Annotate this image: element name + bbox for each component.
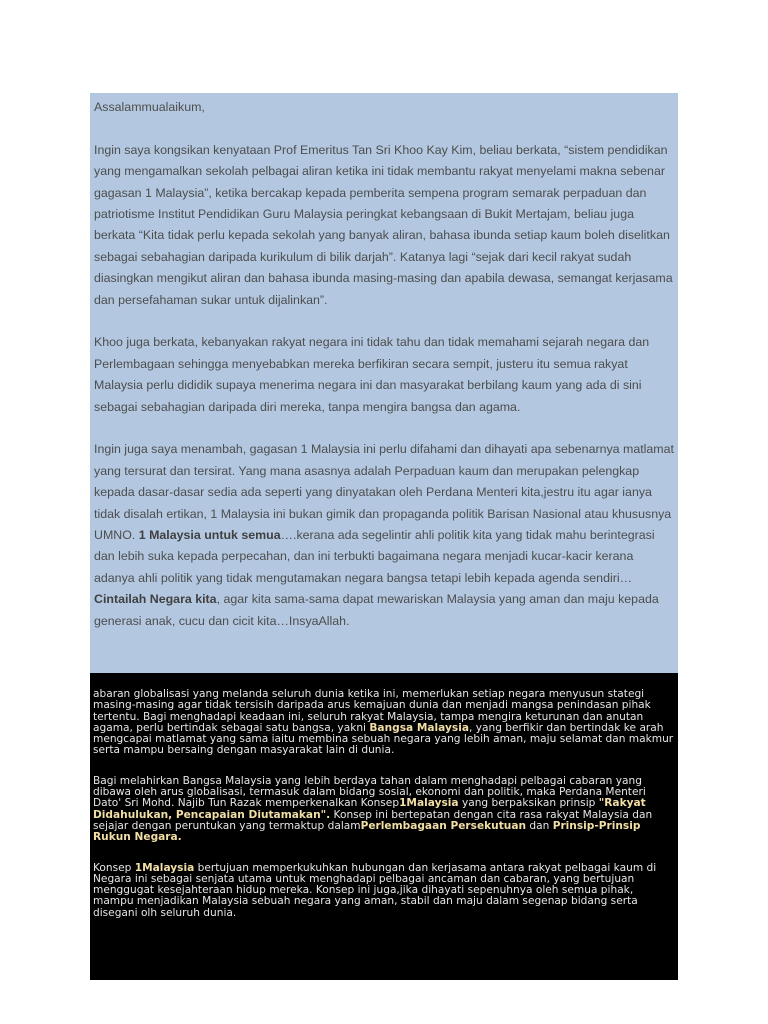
article-paragraph-1: [93, 689, 674, 757]
paragraph-3-text-a: Ingin juga saya menambah, gagasan 1 Malaysia ini perlu difahami dan dihayati apa sebenarnya matlamat yang tersurat dan tersirat. Yang mana asasnya adalah Perpaduan kaum dan merupakan pelengkap kepada dasar-dasar sedia ada seperti yang dinyatakan oleh Perdana Menteri kita,jestru itu agar ianya tidak disalah ertikan, 1 Malaysia ini bukan gimik dan propaganda politik Barisan Nasional atau khususnya UMNO.: [94, 442, 674, 543]
highlight-1malaysia-2: 1Malaysia: [134, 861, 195, 874]
article-p1-text-a: abaran globalisasi yang melanda seluruh dunia ketika ini, memerlukan setiap negara menyusun stategi masing-masing agar tidak tersisih daripada arus kemajuan dunia dan menjadi mangsa penindasan pihak tertentu. Bagi menghadapi keadaan ini, seluruh rakyat Malaysia, tampa mengira keturunan dan anutan agama, perlu bertindak sebagai satu bangsa, yakni: [93, 688, 651, 734]
article-p2-text-e: Konsep ini bertepatan dengan cita rasa rakyat Malaysia dan sejajar dengan peruntukan yang termaktup dalam: [93, 808, 653, 832]
greeting: Assalammualaikum,: [94, 100, 205, 114]
highlight-1malaysia: 1Malaysia: [399, 797, 459, 810]
article-paragraph-3: [93, 863, 674, 919]
paragraph-3-text-d: , agar kita sama-sama dapat mewariskan Malaysia yang aman dan maju kepada generasi anak, cucu dan cicit kita…InsyaAllah.: [94, 592, 659, 628]
article-p1-text-c: , yang berfikir dan bertindak ke arah mengcapai matlamat yang sama iaitu membina sebuah negara yang lebih aman, maju selamat dan makmur serta mampu bersaing dengan masyarakat lain di dunia.: [93, 721, 674, 757]
article-p2-text-c: yang berpaksikan prinsip: [458, 797, 599, 810]
highlight-perlembagaan: Perlembagaan Persekutuan: [360, 819, 527, 832]
slogan-cintailah-negara: Cintailah Negara kita: [94, 592, 217, 607]
article-p3-text-c: bertujuan memperkukuhkan hubungan dan kerjasama antara rakyat pelbagai kaum di Negara ini sebagai senjata utama untuk menghadapi pelbagai ancaman dan cabaran, yang bertujuan menggugat kesejahteraan hidup mereka. Konsep ini juga,jika dihayati sepenuhnya oleh semua pihak, mampu menjadikan Malaysia sebuah negara yang aman, stabil dan maju dalam segenap bidang serta disegani olh seluruh dunia.: [93, 861, 657, 919]
quoted-article-panel: [90, 673, 678, 980]
article-paragraph-2: [93, 776, 674, 844]
paragraph-3-text-c: ….kerana ada segelintir ahli politik kita yang tidak mahu berintegrasi dan lebih suka kepada perpecahan, dan ini terbukti bagaimana negara menjadi kucar-kacir kerana adanya ahli politik yang tidak mengutamakan negara bangsa tetapi lebih kepada agenda sendiri…: [94, 528, 655, 585]
article-p2-text-g: dan: [526, 819, 553, 832]
paragraph-1: Ingin saya kongsikan kenyataan Prof Emeritus Tan Sri Khoo Kay Kim, beliau berkata, “sistem pendidikan yang mengamalkan sekolah pelbagai aliran ketika ini tidak membantu rakyat menyelami makna sebenar gagasan 1 Malaysia”, ketika bercakap kepada pemberita sempena program semarak perpaduan dan patriotisme Institut Pendidikan Guru Malaysia peringkat kebangsaan di Bukit Mertajam, beliau juga berkata “Kita tidak perlu kepada sekolah yang banyak aliran, bahasa ibunda setiap kaum boleh diselitkan sebagai sebahagian daripada kurikulum di bilik darjah”. Katanya lagi “sejak dari kecil rakyat sudah diasingkan mengikut aliran dan bahasa ibunda masing-masing dan apabila dewasa, semangat kerjasama dan persefahaman sukar untuk dijalinkan”.: [94, 142, 673, 307]
paragraph-2: Khoo juga berkata, kebanyakan rakyat negara ini tidak tahu dan tidak memahami sejarah negara dan Perlembagaan sehingga menyebabkan mereka berfikiran secara sempit, justeru itu semua rakyat Malaysia perlu dididik supaya menerima negara ini dan masyarakat berbilang kaum yang ada di sini sebagai sebahagian daripada diri mereka, tanpa mengira bangsa dan agama.: [94, 335, 650, 414]
paragraph-3: [94, 439, 675, 632]
slogan-1malaysia-untuk-semua: 1 Malaysia untuk semua: [138, 528, 281, 543]
blog-text-panel: [90, 93, 678, 673]
highlight-bangsa-malaysia: Bangsa Malaysia: [369, 721, 469, 734]
highlight-principle: "Rakyat Didahulukan, Pencapaian Diutamakan".: [93, 797, 646, 821]
article-p3-text-a: Konsep: [93, 861, 135, 874]
highlight-rukun-negara: Prinsip-Prinsip Rukun Negara.: [93, 819, 641, 844]
article-p2-text-a: Bagi melahirkan Bangsa Malaysia yang lebih berdaya tahan dalam menghadapi pelbagai cabaran yang dibawa oleh arus globalisasi, termasuk dalam bidang sosial, ekonomi dan politik, maka Perdana Menteri Dato' Sri Mohd. Najib Tun Razak memperkenalkan Konsep: [93, 774, 646, 810]
